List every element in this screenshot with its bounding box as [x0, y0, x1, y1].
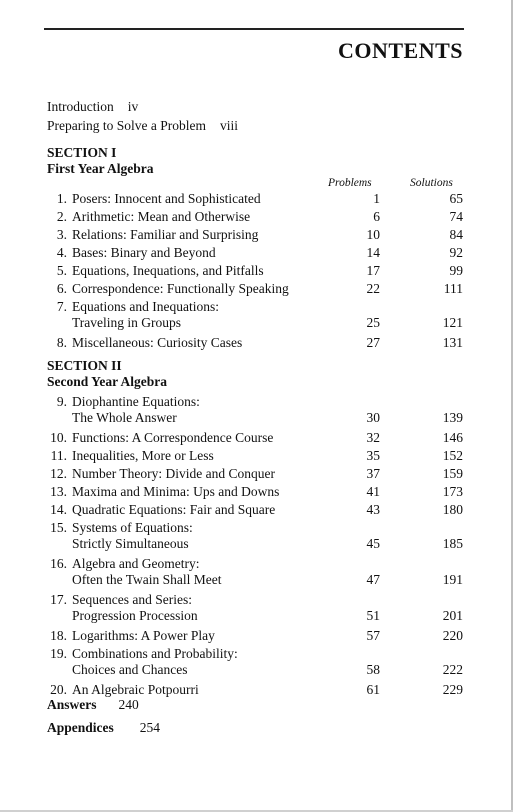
chapter-solutions-page: 131 [442, 335, 463, 350]
chapter-problems-page: 32 [366, 430, 380, 445]
back-entry-answers: Answers 240 [47, 697, 139, 712]
chapter-title: Algebra and Geometry: [72, 556, 200, 571]
chapter-title: Equations, Inequations, and Pitfalls [72, 263, 264, 278]
chapter-problems-page: 51 [366, 608, 380, 623]
chapter-entry [47, 394, 487, 425]
chapter-problems-page: 17 [366, 263, 380, 278]
chapter-problems-page: 57 [366, 628, 380, 643]
page-title: CONTENTS [337, 38, 463, 63]
chapter-entry [47, 227, 487, 243]
chapter-title-continued: Choices and Chances [72, 662, 188, 677]
chapter-solutions-page: 152 [442, 448, 463, 463]
solutions-column-header: Solutions [410, 177, 453, 189]
chapter-title-continued: Often the Twain Shall Meet [72, 572, 222, 587]
chapter-solutions-page: 74 [449, 209, 463, 224]
chapter-entry [47, 682, 487, 698]
chapter-number: 6. [56, 281, 67, 296]
chapter-problems-page: 45 [366, 536, 380, 551]
chapter-problems-page: 61 [366, 682, 380, 697]
chapter-problems-page: 10 [366, 227, 380, 242]
chapter-number: 7. [56, 299, 67, 314]
chapter-solutions-page: 159 [442, 466, 463, 481]
chapter-number: 13. [50, 484, 67, 499]
chapter-number: 4. [56, 245, 67, 260]
chapter-entry [47, 430, 487, 446]
chapter-entry [47, 520, 487, 551]
top-rule [44, 28, 464, 30]
chapter-entry [47, 628, 487, 644]
chapter-number: 2. [56, 209, 67, 224]
chapter-entry [47, 299, 487, 330]
chapter-solutions-page: 173 [442, 484, 463, 499]
chapter-title: Equations and Inequations: [72, 299, 219, 314]
chapter-entry [47, 281, 487, 297]
chapter-number: 1. [56, 191, 67, 206]
chapter-number: 12. [50, 466, 67, 481]
chapter-problems-page: 35 [366, 448, 380, 463]
chapter-problems-page: 27 [366, 335, 380, 350]
chapter-number: 14. [50, 502, 67, 517]
chapter-solutions-page: 191 [442, 572, 463, 587]
section-1-subtitle: First Year Algebra [47, 161, 154, 176]
chapter-title: Logarithms: A Power Play [72, 628, 215, 643]
chapter-title: Inequalities, More or Less [72, 448, 214, 463]
chapter-solutions-page: 84 [449, 227, 463, 242]
chapter-entry [47, 556, 487, 587]
chapter-title: Bases: Binary and Beyond [72, 245, 216, 260]
chapter-problems-page: 14 [366, 245, 380, 260]
chapter-title: Quadratic Equations: Fair and Square [72, 502, 276, 517]
chapter-title: Miscellaneous: Curiosity Cases [72, 335, 243, 350]
chapter-title: An Algebraic Potpourri [72, 682, 199, 697]
chapter-problems-page: 47 [366, 572, 380, 587]
front-entry-preparing: Preparing to Solve a Problem viii [47, 118, 238, 133]
chapter-entry [47, 484, 487, 500]
chapter-number: 3. [56, 227, 67, 242]
chapter-solutions-page: 222 [442, 662, 463, 677]
chapter-entry [47, 502, 487, 518]
chapter-entry [47, 245, 487, 261]
chapter-title: Maxima and Minima: Ups and Downs [72, 484, 280, 499]
chapter-number: 5. [56, 263, 67, 278]
chapter-problems-page: 25 [366, 315, 380, 330]
chapter-solutions-page: 111 [443, 281, 463, 296]
problems-column-header: Problems [328, 177, 372, 189]
chapter-entry [47, 646, 487, 677]
chapter-problems-page: 6 [373, 209, 380, 224]
front-entry-introduction: Introduction iv [47, 99, 139, 114]
chapter-number: 18. [50, 628, 67, 643]
chapter-number: 8. [56, 335, 67, 350]
chapter-entry [47, 448, 487, 464]
chapter-title: Posers: Innocent and Sophisticated [72, 191, 261, 206]
chapter-title: Systems of Equations: [72, 520, 193, 535]
chapter-title-continued: Traveling in Groups [72, 315, 182, 330]
chapter-entry [47, 191, 487, 207]
chapter-title: Combinations and Probability: [72, 646, 238, 661]
chapter-number: 9. [56, 394, 67, 409]
chapter-title: Sequences and Series: [72, 592, 192, 607]
chapter-number: 20. [50, 682, 67, 697]
chapter-title-continued: Progression Procession [72, 608, 198, 623]
chapter-title: Diophantine Equations: [72, 394, 200, 409]
chapter-solutions-page: 220 [442, 628, 463, 643]
chapter-solutions-page: 201 [442, 608, 463, 623]
chapter-solutions-page: 146 [442, 430, 463, 445]
chapter-title: Arithmetic: Mean and Otherwise [72, 209, 251, 224]
chapter-entry [47, 335, 487, 351]
chapter-title: Number Theory: Divide and Conquer [72, 466, 275, 481]
chapter-number: 11. [50, 448, 67, 463]
chapter-entry [47, 592, 487, 623]
chapter-number: 17. [50, 592, 67, 607]
chapter-solutions-page: 65 [449, 191, 463, 206]
chapter-problems-page: 22 [366, 281, 380, 296]
chapter-problems-page: 30 [366, 410, 380, 425]
back-entry-appendices: Appendices 254 [47, 720, 161, 735]
chapter-number: 19. [50, 646, 67, 661]
chapter-problems-page: 41 [366, 484, 380, 499]
chapter-number: 16. [50, 556, 67, 571]
chapter-title: Functions: A Correspondence Course [72, 430, 274, 445]
chapter-problems-page: 58 [366, 662, 380, 677]
section-2-subtitle: Second Year Algebra [47, 374, 167, 389]
chapter-solutions-page: 229 [442, 682, 463, 697]
section-2-label: SECTION II [47, 358, 122, 373]
chapter-problems-page: 43 [366, 502, 380, 517]
chapter-title: Relations: Familiar and Surprising [72, 227, 259, 242]
chapter-problems-page: 37 [366, 466, 380, 481]
chapter-solutions-page: 121 [442, 315, 463, 330]
chapter-solutions-page: 180 [442, 502, 463, 517]
chapter-entry [47, 263, 487, 279]
chapter-solutions-page: 92 [449, 245, 463, 260]
chapter-problems-page: 1 [373, 191, 380, 206]
chapter-solutions-page: 99 [449, 263, 463, 278]
chapter-entry [47, 209, 487, 225]
chapter-solutions-page: 185 [442, 536, 463, 551]
chapter-number: 15. [50, 520, 67, 535]
chapter-title-continued: The Whole Answer [72, 410, 177, 425]
section-1-label: SECTION I [47, 145, 117, 160]
chapter-solutions-page: 139 [442, 410, 463, 425]
chapter-title-continued: Strictly Simultaneous [72, 536, 189, 551]
chapter-title: Correspondence: Functionally Speaking [72, 281, 289, 296]
chapter-entry [47, 466, 487, 482]
chapter-number: 10. [50, 430, 67, 445]
